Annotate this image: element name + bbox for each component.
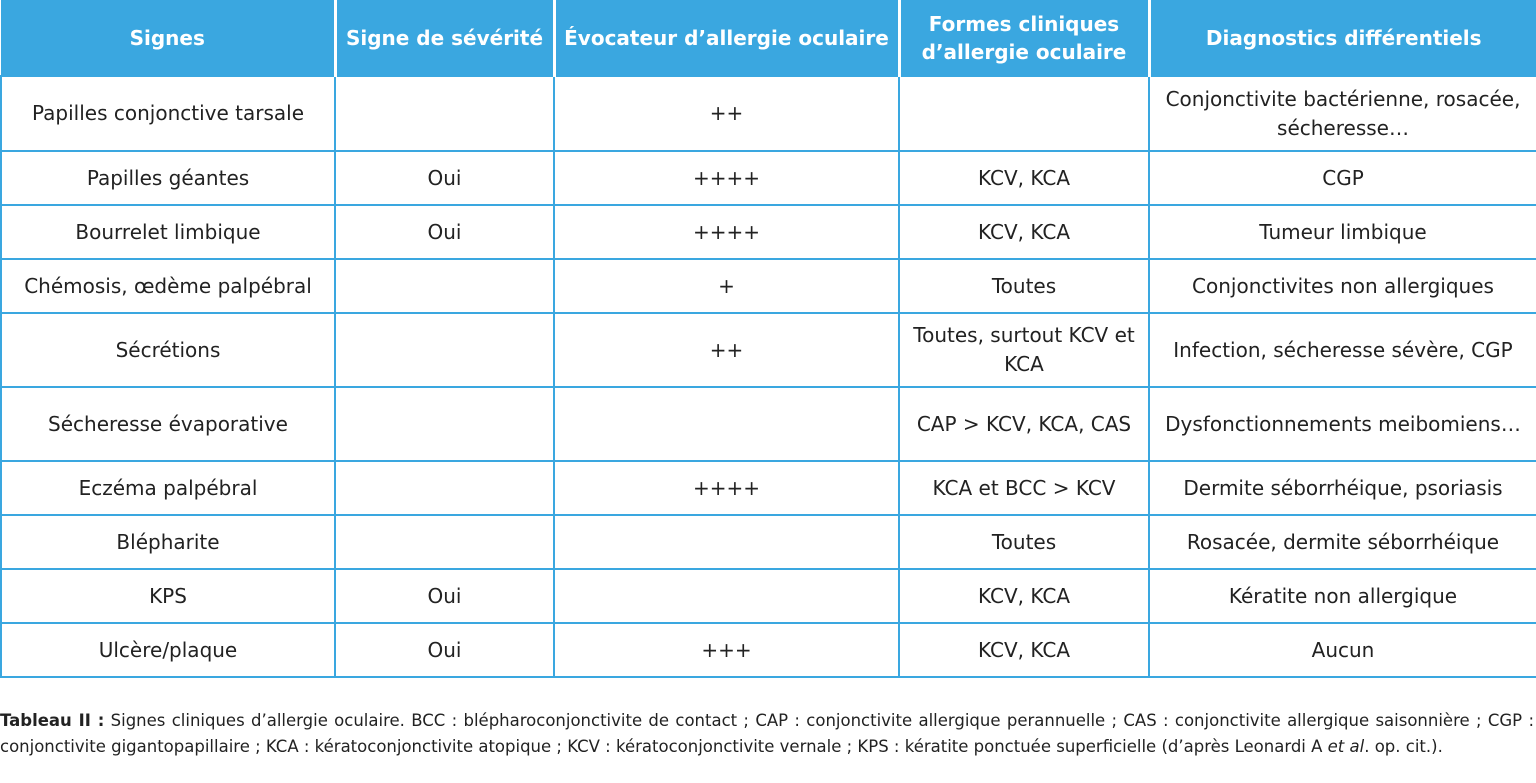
table-row [1,623,1536,677]
cell-formes: Toutes [899,259,1149,313]
cell-diagnostics: Conjonctivites non allergiques [1149,259,1536,313]
table-row [1,259,1536,313]
cell-formes: CAP > KCV, KCA, CAS [899,387,1149,461]
cell-evocateur: ++ [554,76,899,151]
table-row [1,313,1536,387]
cell-signe: Ulcère/plaque [1,623,335,677]
caption-text-end: . op. cit.). [1364,737,1443,756]
header-diagnostics-differentiels: Diagnostics différentiels [1149,0,1536,76]
cell-signe: Blépharite [1,515,335,569]
header-signe-de-severite: Signe de sévérité [335,0,554,76]
cell-evocateur [554,387,899,461]
cell-formes: Toutes [899,515,1149,569]
cell-diagnostics: Dermite séborrhéique, psoriasis [1149,461,1536,515]
table-row [1,151,1536,205]
cell-severite [335,76,554,151]
table-row [1,76,1536,151]
table-row [1,569,1536,623]
cell-severite: Oui [335,623,554,677]
header-evocateur: Évocateur d’allergie oculaire [554,0,899,76]
header-signes: Signes [1,0,335,76]
cell-severite [335,313,554,387]
cell-evocateur [554,569,899,623]
cell-evocateur: ++++ [554,461,899,515]
cell-formes: KCV, KCA [899,623,1149,677]
cell-formes: Toutes, surtout KCV et KCA [899,313,1149,387]
cell-severite: Oui [335,205,554,259]
cell-diagnostics: Infection, sécheresse sévère, CGP [1149,313,1536,387]
table-row [1,205,1536,259]
table-row [1,387,1536,461]
cell-signe: KPS [1,569,335,623]
caption-text: Signes cliniques d’allergie oculaire. BCC : blépharoconjonctivite de contact ; CAP : conjonctivite allergique perannuelle ; CAS : conjonctivite allergique saisonnière ; CGP : conjonctivite gigantopapillaire ; KCA : kératoconjonctivite atopique ; KCV : kératoconjonctivite vernale ; KPS : kératite ponctuée superficielle (d’après Leonardi A [0,711,1534,756]
cell-severite: Oui [335,151,554,205]
cell-formes: KCV, KCA [899,151,1149,205]
cell-signe: Sécheresse évaporative [1,387,335,461]
cell-diagnostics: CGP [1149,151,1536,205]
caption-label: Tableau II : [0,711,105,730]
cell-formes [899,76,1149,151]
cell-diagnostics: Dysfonctionnements meibomiens… [1149,387,1536,461]
cell-evocateur: +++ [554,623,899,677]
cell-severite [335,387,554,461]
cell-diagnostics: Kératite non allergique [1149,569,1536,623]
table-header-row [1,0,1536,76]
cell-evocateur [554,515,899,569]
cell-signe: Bourrelet limbique [1,205,335,259]
cell-formes: KCV, KCA [899,205,1149,259]
cell-formes: KCV, KCA [899,569,1149,623]
table-caption [0,708,1536,760]
cell-diagnostics: Conjonctivite bactérienne, rosacée, sécheresse… [1149,76,1536,151]
cell-evocateur: ++++ [554,205,899,259]
cell-evocateur: ++++ [554,151,899,205]
cell-severite [335,461,554,515]
cell-severite [335,515,554,569]
cell-diagnostics: Aucun [1149,623,1536,677]
cell-signe: Papilles géantes [1,151,335,205]
cell-signe: Eczéma palpébral [1,461,335,515]
cell-diagnostics: Tumeur limbique [1149,205,1536,259]
cell-signe: Chémosis, œdème palpébral [1,259,335,313]
cell-evocateur: + [554,259,899,313]
cell-signe: Sécrétions [1,313,335,387]
cell-severite: Oui [335,569,554,623]
cell-evocateur: ++ [554,313,899,387]
table-row [1,461,1536,515]
cell-diagnostics: Rosacée, dermite séborrhéique [1149,515,1536,569]
caption-italic: et al [1327,737,1365,756]
cell-severite [335,259,554,313]
header-formes-cliniques: Formes cliniques d’allergie oculaire [899,0,1149,76]
cell-signe: Papilles conjonctive tarsale [1,76,335,151]
table-row [1,515,1536,569]
cell-formes: KCA et BCC > KCV [899,461,1149,515]
